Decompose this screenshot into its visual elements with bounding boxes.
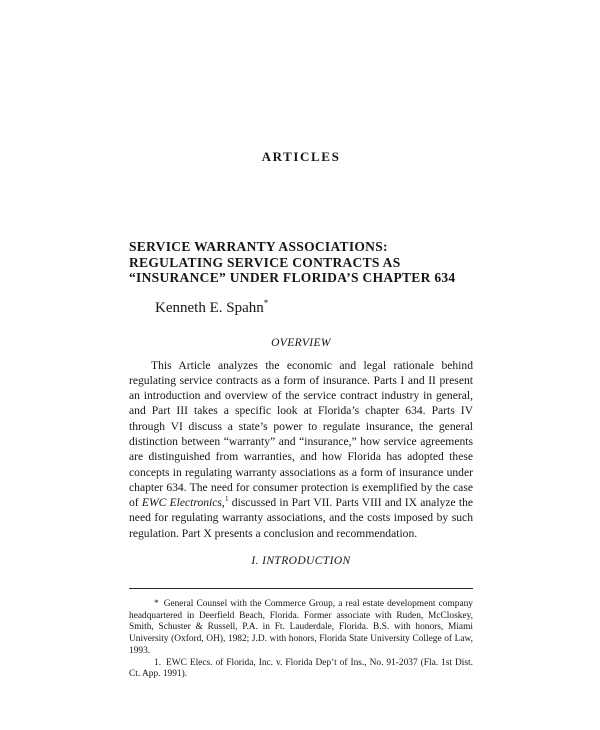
footnote-star-text: General Counsel with the Commerce Group, a real estate development company headquartered in Deerfield Beach, Florida. Former associate with Ruden, McCloskey, Smith, Schuster & Russell, P.A. in Ft. Lauderdale, Florida. B.S. with honors, Miami University (Oxford, OH), 1982; J.D. with honors, Florida State University College of Law, 1993. bbox=[129, 599, 473, 656]
footnote-one bbox=[129, 658, 473, 681]
section-heading: ARTICLES bbox=[261, 149, 341, 164]
footnote-one-marker: 1. bbox=[154, 657, 162, 668]
overview-paragraph bbox=[129, 358, 473, 542]
overview-heading: OVERVIEW bbox=[271, 336, 331, 349]
article-title bbox=[129, 239, 473, 286]
article-title-line-2: REGULATING SERVICE CONTRACTS AS bbox=[129, 254, 401, 270]
footnote-star-marker: * bbox=[154, 599, 159, 610]
footnote-one-text: EWC Elecs. of Florida, Inc. v. Florida Dep’t of Ins., No. 91-2037 (Fla. 1st Dist. Ct. App. 1991). bbox=[129, 657, 473, 680]
case-name-italic: EWC Electronics, bbox=[141, 496, 225, 510]
author-footnote-marker: * bbox=[263, 297, 269, 308]
article-title-line-3: “INSURANCE” UNDER FLORIDA’S CHAPTER 634 bbox=[129, 270, 456, 285]
footnote-star bbox=[129, 599, 473, 658]
article-title-line-1: SERVICE WARRANTY ASSOCIATIONS: bbox=[129, 239, 388, 254]
overview-text-after-case: discussed in Part VII. Parts VIII and IX analyze the need for regulating warranty associations, and the costs imposed by such regulation. Part X presents a conclusion and recommendation. bbox=[129, 496, 474, 540]
author-name: Kenneth E. Spahn bbox=[155, 299, 264, 316]
introduction-heading: I. INTRODUCTION bbox=[251, 555, 351, 568]
author-byline bbox=[155, 297, 473, 317]
footnote-reference-1: 1 bbox=[224, 494, 229, 504]
footnotes-block bbox=[129, 599, 473, 681]
text-column bbox=[129, 0, 473, 681]
overview-text-before-case: This Article analyzes the economic and legal rationale behind regulating service contracts as a form of insurance. Parts I and II present an introduction and overview of the service contract industry in general, and Part III takes a specific look at Florida’s chapter 634. Parts IV through VI discuss a state’s power to regulate insurance, the general distinction between “warranty” and “insurance,” how service agreements are distinguished from warranties, and how Florida has adopted these concepts in regulating warranty associations as a form of insurance under chapter 634. The need for consumer protection is exemplified by the case of bbox=[129, 358, 473, 510]
footnote-separator-rule bbox=[129, 588, 473, 589]
